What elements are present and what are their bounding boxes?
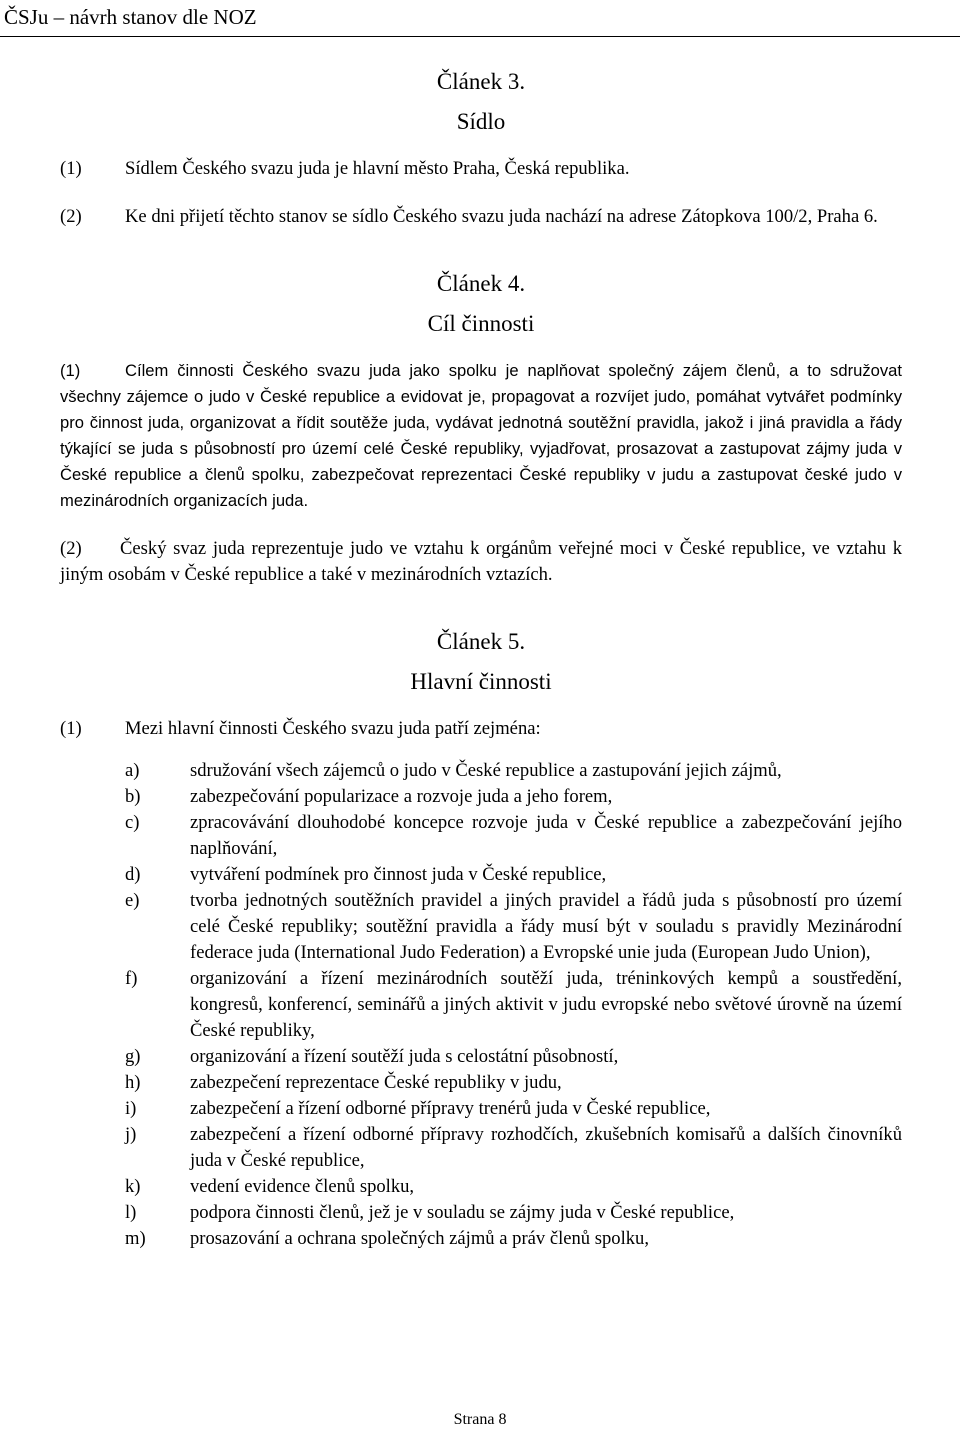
list-item	[60, 1096, 902, 1122]
list-item	[60, 810, 902, 862]
page-header	[0, 0, 960, 37]
article-heading	[60, 62, 902, 142]
list-item-label: j)	[125, 1124, 137, 1145]
document-body	[60, 62, 902, 1252]
paragraph-number: (2)	[60, 206, 82, 227]
list-item-label: l)	[125, 1202, 137, 1223]
list-item-label: i)	[125, 1098, 137, 1119]
list-item-label: e)	[125, 890, 140, 911]
page-number: Strana 8	[453, 1411, 507, 1428]
paragraph-number: (1)	[60, 361, 81, 380]
list-item-text: organizování a řízení soutěží juda s celostátní působností,	[190, 1046, 619, 1067]
list-item-text: zabezpečení a řízení odborné přípravy trenérů juda v České republice,	[190, 1098, 711, 1119]
list-item	[60, 758, 902, 784]
article-3	[60, 62, 902, 230]
paragraph	[60, 358, 902, 514]
article-heading	[60, 622, 902, 702]
list-item	[60, 1200, 902, 1226]
paragraph	[60, 716, 902, 742]
list-item-text: organizování a řízení mezinárodních soutěží juda, tréninkových kempů a soustředění, kongresů, konferencí, seminářů a jiných aktivit v judu evropské nebo světové úrovně na území České republiky,	[190, 968, 902, 1041]
article-4	[60, 264, 902, 588]
article-number: Článek 3.	[436, 69, 526, 94]
article-number: Článek 4.	[436, 271, 526, 296]
paragraph	[60, 156, 902, 182]
article-title: Hlavní činnosti	[410, 669, 552, 694]
article-title: Cíl činnosti	[427, 311, 535, 336]
list-item	[60, 1226, 902, 1252]
list-item-text: tvorba jednotných soutěžních pravidel a jiných pravidel a řádů juda s působností pro území celé České republiky; soutěžní pravidla a řády musí být v souladu s pravidly Mezinárodní federace juda (International Judo Federation) a Evropské unie juda (European Judo Union),	[190, 890, 902, 963]
list-item	[60, 862, 902, 888]
list-item-text: zabezpečování popularizace a rozvoje juda a jeho forem,	[190, 786, 613, 807]
list-item-label: h)	[125, 1072, 141, 1093]
list-item-label: a)	[125, 760, 140, 781]
list-item-label: d)	[125, 864, 141, 885]
list-item-text: prosazování a ochrana společných zájmů a práv členů spolku,	[190, 1228, 649, 1249]
list-item-text: zpracovávání dlouhodobé koncepce rozvoje juda v České republice a zabezpečování jejího naplňování,	[190, 812, 902, 859]
paragraph-number: (1)	[60, 158, 82, 179]
header-title: ČSJu – návrh stanov dle NOZ	[4, 5, 257, 29]
list-item-text: zabezpečení reprezentace České republiky v judu,	[190, 1072, 562, 1093]
article-number: Článek 5.	[436, 629, 526, 654]
list-item	[60, 1174, 902, 1200]
list-item-label: k)	[125, 1176, 141, 1197]
list-item	[60, 888, 902, 966]
list-item-label: c)	[125, 812, 140, 833]
list-item-label: f)	[125, 968, 138, 989]
paragraph-text: Český svaz juda reprezentuje judo ve vztahu k orgánům veřejné moci v České republice, ve vztahu k jiným osobám v České republice a také v mezinárodních vztazích.	[60, 538, 902, 585]
paragraph	[60, 536, 902, 588]
article-5	[60, 622, 902, 1252]
paragraph-number: (2)	[60, 538, 82, 559]
list-item-label: m)	[125, 1228, 146, 1249]
list-item-text: sdružování všech zájemců o judo v České republice a zastupování jejich zájmů,	[190, 760, 782, 781]
paragraph-text: Ke dni přijetí těchto stanov se sídlo Českého svazu juda nachází na adrese Zátopkova 100/2, Praha 6.	[125, 206, 878, 227]
paragraph	[60, 204, 902, 230]
list-item	[60, 784, 902, 810]
paragraph-text: Sídlem Českého svazu juda je hlavní město Praha, Česká republika.	[125, 158, 630, 179]
list-item-text: vedení evidence členů spolku,	[190, 1176, 415, 1197]
paragraph-number: (1)	[60, 718, 82, 739]
page-footer	[0, 1410, 960, 1430]
list-item	[60, 1122, 902, 1174]
list-item-label: g)	[125, 1046, 141, 1067]
list-item	[60, 966, 902, 1044]
list-item	[60, 1070, 902, 1096]
list-item-text: vytváření podmínek pro činnost juda v České republice,	[190, 864, 607, 885]
activity-list	[60, 758, 902, 1252]
list-item-text: zabezpečení a řízení odborné přípravy rozhodčích, zkušebních komisařů a dalších činovníků juda v České republice,	[190, 1124, 902, 1171]
list-item-label: b)	[125, 786, 141, 807]
article-title: Sídlo	[456, 109, 506, 134]
paragraph-text: Cílem činnosti Českého svazu juda jako spolku je naplňovat společný zájem členů, a to sdružovat všechny zájemce o judo v České republice a evidovat je, propagovat a rozvíjet judo, pomáhat vytvářet podmínky pro činnost juda, organizovat a řídit soutěže juda, vydávat jednotná soutěžní pravidla, jakož i jiná pravidla a řády týkající se juda s působností pro území celé České republiky, vyjadřovat, prosazovat a zastupovat zájmy juda v České republice a členů spolku, zabezpečovat reprezentaci České republiky v judu a zastupovat české judo v mezinárodních organizacích juda.	[60, 361, 902, 510]
list-item-text: podpora činnosti členů, jež je v souladu se zájmy juda v České republice,	[190, 1202, 735, 1223]
list-item	[60, 1044, 902, 1070]
paragraph-text: Mezi hlavní činnosti Českého svazu juda patří zejména:	[125, 718, 541, 739]
article-heading	[60, 264, 902, 344]
